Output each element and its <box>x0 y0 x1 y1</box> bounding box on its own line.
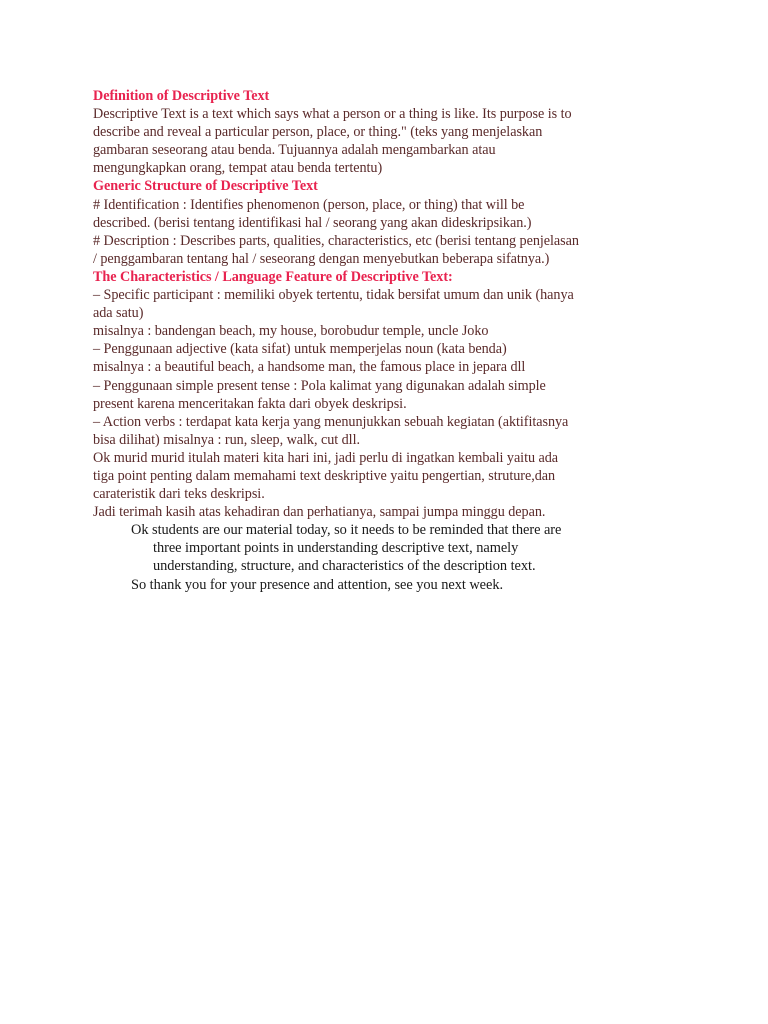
structure-line: # Identification : Identifies phenomenon (person, place, or thing) that will be <box>93 196 525 213</box>
definition-line: gambaran seseorang atau benda. Tujuannya adalah mengambarkan atau <box>93 142 496 159</box>
characteristics-line: – Specific participant : memiliki obyek tertentu, tidak bersifat umum dan unik (hanya <box>93 287 574 304</box>
closing-line: tiga point penting dalam memahami text deskriptive yaitu pengertian, struture,dan <box>93 467 556 484</box>
characteristics-line: present karena menceritakan fakta dari obyek deskripsi. <box>93 395 407 412</box>
heading-characteristics: The Characteristics / Language Feature of Descriptive Text: <box>93 268 453 285</box>
closing-line: Jadi terimah kasih atas kehadiran dan perhatianya, sampai jumpa minggu depan. <box>93 504 546 521</box>
english-line: Ok students are our material today, so it needs to be reminded that there are <box>131 522 562 539</box>
heading-structure: Generic Structure of Descriptive Text <box>93 178 318 195</box>
characteristics-line: – Action verbs : terdapat kata kerja yang menunjukkan sebuah kegiatan (aktifitasnya <box>93 413 569 430</box>
document-body <box>93 87 683 594</box>
characteristics-line: ada satu) <box>93 305 144 322</box>
characteristics-line: misalnya : a beautiful beach, a handsome man, the famous place in jepara dll <box>93 359 526 376</box>
structure-line: / penggambaran tentang hal / seseorang dengan menyebutkan beberapa sifatnya.) <box>93 250 550 267</box>
closing-line: Ok murid murid itulah materi kita hari ini, jadi perlu di ingatkan kembali yaitu ada <box>93 449 559 466</box>
english-line: understanding, structure, and characteristics of the description text. <box>153 558 536 575</box>
definition-line: mengungkapkan orang, tempat atau benda tertentu) <box>93 160 383 177</box>
heading-definition: Definition of Descriptive Text <box>93 88 270 104</box>
definition-line: describe and reveal a particular person, place, or thing." (teks yang menjelaskan <box>93 124 543 141</box>
characteristics-line: – Penggunaan simple present tense : Pola kalimat yang digunakan adalah simple <box>93 377 546 394</box>
structure-line: # Description : Describes parts, qualities, characteristics, etc (berisi tentang penjelasan <box>93 232 579 249</box>
closing-line: carateristik dari teks deskripsi. <box>93 486 265 503</box>
structure-line: described. (berisi tentang identifikasi hal / seorang yang akan dideskripsikan.) <box>93 214 532 231</box>
characteristics-line: – Penggunaan adjective (kata sifat) untuk memperjelas noun (kata benda) <box>93 341 507 358</box>
definition-line: Descriptive Text is a text which says what a person or a thing is like. Its purpose is to <box>93 106 572 123</box>
characteristics-line: misalnya : bandengan beach, my house, borobudur temple, uncle Joko <box>93 323 489 340</box>
characteristics-line: bisa dilihat) misalnya : run, sleep, walk, cut dll. <box>93 431 360 448</box>
english-line: three important points in understanding descriptive text, namely <box>153 540 519 557</box>
english-line: So thank you for your presence and attention, see you next week. <box>131 576 504 593</box>
